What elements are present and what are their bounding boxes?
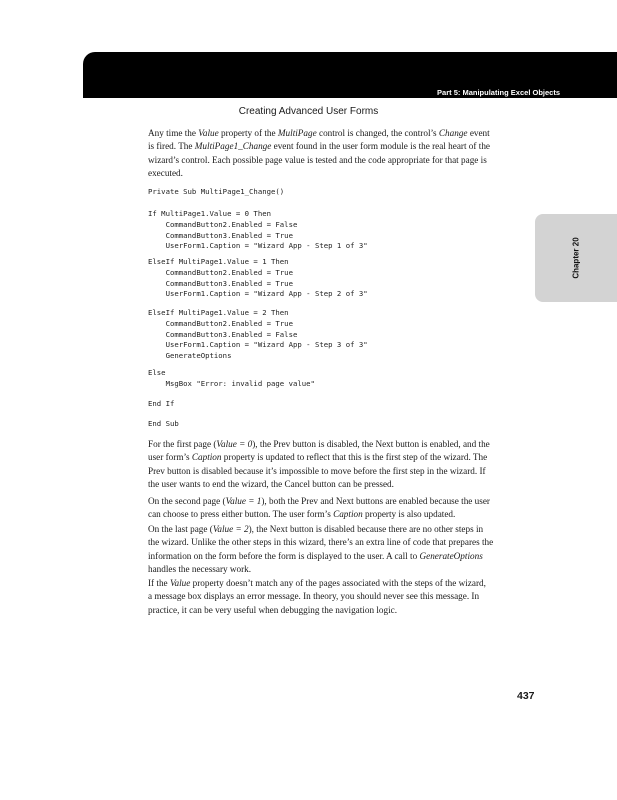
- chapter-tab: [535, 214, 617, 302]
- first-page-paragraph: For the first page (Value = 0), the Prev button is disabled, the Next button is enabled, and the user form’s Caption property is updated to reflect that this is the first step of the wizard. The Prev button is disabled because it’s impossible to move before the first step in the wizard. If the user wants to end the wizard, the Cancel button can be pressed.: [148, 439, 490, 489]
- part-label: Part 5: Manipulating Excel Objects: [437, 88, 560, 97]
- code-end-sub: End Sub: [148, 419, 179, 428]
- code-end-if: End If: [148, 399, 175, 408]
- code-else-block: Else MsgBox "Error: invalid page value": [148, 368, 315, 388]
- chapter-tab-label: Chapter 20: [571, 237, 581, 279]
- section-title: Creating Advanced User Forms: [238, 106, 379, 117]
- code-sub-declaration: Private Sub MultiPage1_Change(): [148, 187, 285, 196]
- intro-paragraph: Any time the Value property of the MultiPage control is changed, the control’s Change event is fired. The MultiPage1_Change event found in the user form module is the real heart of the wizard’s control. Each possible page value is tested and the code appropriate for that page is executed.: [148, 128, 490, 178]
- running-header-bar: [83, 52, 617, 98]
- last-page-paragraph: On the last page (Value = 2), the Next button is disabled because there are no other steps in the wizard. Unlike the other steps in this wizard, there’s an extra line of code that prepares the information on the form before the form is displayed to the user. A call to GenerateOptions handles the necessary work.: [148, 524, 494, 574]
- error-paragraph: If the Value property doesn’t match any of the pages associated with the steps of the wizard, a message box displays an error message. In theory, you should never see this message. In practice, it can be very useful when debugging the navigation logic.: [148, 578, 486, 615]
- code-elseif-1-block: ElseIf MultiPage1.Value = 1 Then CommandButton2.Enabled = True CommandButton3.Enabled = True UserForm1.Caption = "Wizard App - Step 2 of 3": [148, 257, 368, 299]
- second-page-paragraph: On the second page (Value = 1), both the Prev and Next buttons are enabled because the user can choose to press either button. The user form’s Caption property is also updated.: [148, 496, 490, 520]
- page-number: 437: [517, 690, 535, 702]
- code-if-block: If MultiPage1.Value = 0 Then CommandButton2.Enabled = False CommandButton3.Enabled = True UserForm1.Caption = "Wizard App - Step 1 of 3": [148, 209, 368, 251]
- code-elseif-2-block: ElseIf MultiPage1.Value = 2 Then CommandButton2.Enabled = True CommandButton3.Enabled = False UserForm1.Caption = "Wizard App - Step 3 of 3" GenerateOptions: [148, 308, 368, 361]
